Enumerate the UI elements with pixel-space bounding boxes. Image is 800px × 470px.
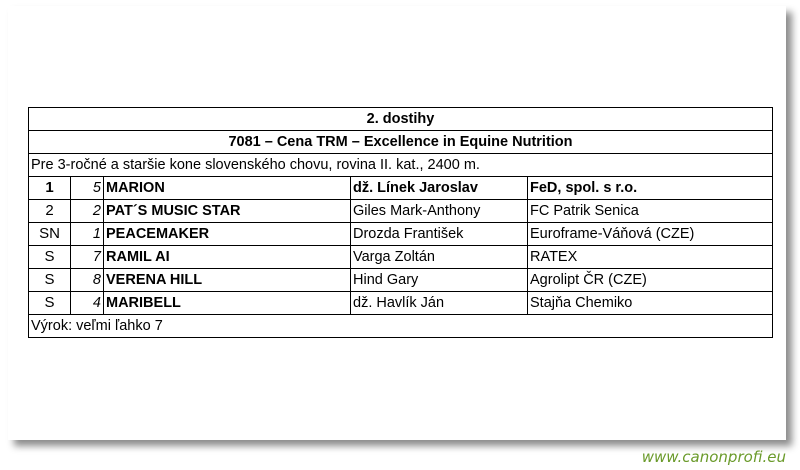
place-cell: 1 <box>29 177 71 200</box>
jockey-cell: Varga Zoltán <box>351 246 528 269</box>
owner-cell: FC Patrik Senica <box>528 200 773 223</box>
table-row <box>29 246 773 269</box>
place-cell: S <box>29 269 71 292</box>
jockey-cell: dž. Línek Jaroslav <box>351 177 528 200</box>
horse-name-cell: MARIBELL <box>104 292 351 315</box>
race-heading: 2. dostihy <box>29 108 773 131</box>
race-name: 7081 – Cena TRM – Excellence in Equine Nutrition <box>29 131 773 154</box>
jockey-cell: Giles Mark-Anthony <box>351 200 528 223</box>
owner-cell: FeD, spol. s r.o. <box>528 177 773 200</box>
race-conditions: Pre 3-ročné a staršie kone slovenského chovu, rovina II. kat., 2400 m. <box>29 154 773 177</box>
table-row <box>29 177 773 200</box>
owner-cell: Agrolipt ČR (CZE) <box>528 269 773 292</box>
horse-name-cell: VERENA HILL <box>104 269 351 292</box>
table-row <box>29 200 773 223</box>
horse-name-cell: PEACEMAKER <box>104 223 351 246</box>
race-heading-row <box>29 108 773 131</box>
race-verdict: Výrok: veľmi ľahko 7 <box>29 315 773 338</box>
race-name-row <box>29 131 773 154</box>
watermark-text: www.canonprofi.eu <box>641 448 786 466</box>
horse-name-cell: RAMIL AI <box>104 246 351 269</box>
owner-cell: Stajňa Chemiko <box>528 292 773 315</box>
jockey-cell: dž. Havlík Ján <box>351 292 528 315</box>
race-results-table <box>28 107 773 338</box>
jockey-cell: Hind Gary <box>351 269 528 292</box>
jockey-cell: Drozda František <box>351 223 528 246</box>
horse-name-cell: MARION <box>104 177 351 200</box>
start-number-cell: 5 <box>71 177 104 200</box>
start-number-cell: 7 <box>71 246 104 269</box>
place-cell: S <box>29 292 71 315</box>
race-verdict-row <box>29 315 773 338</box>
table-row <box>29 292 773 315</box>
start-number-cell: 2 <box>71 200 104 223</box>
place-cell: S <box>29 246 71 269</box>
start-number-cell: 8 <box>71 269 104 292</box>
owner-cell: RATEX <box>528 246 773 269</box>
owner-cell: Euroframe-Váňová (CZE) <box>528 223 773 246</box>
start-number-cell: 1 <box>71 223 104 246</box>
start-number-cell: 4 <box>71 292 104 315</box>
table-row <box>29 269 773 292</box>
table-row <box>29 223 773 246</box>
race-conditions-row <box>29 154 773 177</box>
place-cell: 2 <box>29 200 71 223</box>
horse-name-cell: PAT´S MUSIC STAR <box>104 200 351 223</box>
place-cell: SN <box>29 223 71 246</box>
